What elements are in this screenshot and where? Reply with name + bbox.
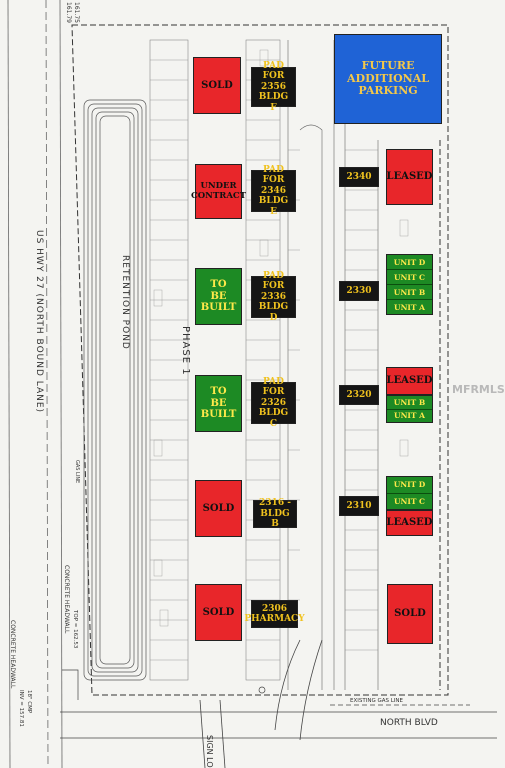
lot-leased-2310[interactable]: [386, 510, 433, 536]
lot-status-label: LEASED: [386, 517, 433, 529]
lot-status-label: LEASED: [386, 171, 433, 183]
building-number: 2310: [346, 500, 372, 511]
unit-b[interactable]: UNIT B: [387, 285, 432, 300]
cmp-label: 18" CMP: [26, 690, 32, 714]
unit-d[interactable]: UNIT D: [387, 477, 432, 494]
retention-pond-label: RETENTION POND: [120, 255, 130, 350]
building-2310[interactable]: [339, 496, 379, 516]
pad-2346-bldg-e[interactable]: [251, 165, 296, 217]
dimension-tick-marks: [154, 50, 408, 626]
lot-status-label: LEASED: [386, 375, 433, 387]
building-number: 2340: [346, 171, 372, 182]
future-parking-area[interactable]: [334, 34, 442, 124]
units-2320: [386, 395, 433, 423]
lot-to-be-built-1[interactable]: [195, 268, 242, 325]
parking-stall-lines-west: [150, 60, 280, 660]
lot-status-label: TO BE BUILT: [200, 386, 237, 421]
lot-status-label: SOLD: [394, 608, 426, 620]
concrete-headwall-label-1: CONCRETE HEADWALL: [63, 565, 70, 634]
lot-leased-2340[interactable]: [386, 149, 433, 205]
lot-status-label: SOLD: [201, 79, 233, 91]
north-blvd-label: NORTH BLVD: [380, 718, 438, 728]
unit-c[interactable]: UNIT C: [393, 496, 426, 506]
pad-label: PAD FOR 2336 BLDG D: [258, 271, 289, 323]
lot-status-label: TO BE BUILT: [200, 279, 237, 314]
gas-line-west-label: GAS LINE: [74, 460, 80, 484]
pad-label: 2306 PHARMACY: [244, 603, 305, 624]
mfrmls-watermark: MFRMLS: [452, 383, 505, 396]
entrance-drive: [60, 640, 497, 768]
lot-status-label: SOLD: [202, 606, 235, 618]
headwall-structure: [62, 670, 265, 700]
lot-sold-sw[interactable]: [195, 584, 242, 641]
lot-to-be-built-2[interactable]: [195, 375, 242, 432]
units-2330: [386, 254, 433, 315]
unit-c[interactable]: UNIT C: [387, 270, 432, 285]
pad-2356-bldg-f[interactable]: [251, 61, 296, 113]
lot-sold-nw[interactable]: [193, 57, 241, 114]
concrete-headwall-label-2: CONCRETE HEADWALL: [9, 620, 16, 689]
building-number: 2330: [346, 285, 372, 296]
lot-under-contract[interactable]: [191, 164, 247, 219]
lot-sold-w[interactable]: [195, 480, 242, 537]
sign-label: SIGN LO: [205, 735, 214, 768]
invert-elevation-label: INV = 157.81: [18, 690, 24, 727]
central-drive: [288, 40, 378, 690]
unit-a[interactable]: UNIT A: [394, 302, 425, 312]
lot-status-label: UNDER CONTRACT: [191, 180, 247, 201]
pharmacy-2306[interactable]: [244, 600, 305, 628]
unit-b[interactable]: UNIT B: [387, 396, 432, 410]
lot-status-label: SOLD: [202, 502, 235, 514]
lot-leased-2320[interactable]: [386, 367, 433, 395]
pad-label: PAD FOR 2356 BLDG F: [258, 61, 289, 113]
unit-a[interactable]: UNIT A: [394, 411, 425, 421]
pad-label: 2316 - BLDG B: [259, 498, 291, 530]
retention-pond-outline: [84, 100, 146, 680]
pad-label: PAD FOR 2326 BLDG C: [258, 377, 289, 429]
pad-2316-bldg-b[interactable]: [253, 500, 297, 528]
station-label-1: 161.79: [65, 2, 72, 23]
phase-label: PHASE 1: [180, 326, 191, 376]
building-2320[interactable]: [339, 385, 379, 405]
pad-2326-bldg-c[interactable]: [251, 377, 296, 429]
units-2310: [386, 476, 433, 510]
future-parking-label: FUTURE ADDITIONAL PARKING: [347, 59, 429, 98]
top-elevation-label: TOP = 162.53: [72, 610, 78, 649]
building-2340[interactable]: [339, 167, 379, 187]
station-label-2: 161.75: [73, 2, 80, 23]
highway-label: US HWY 27 (NORTH BOUND LANE): [34, 230, 44, 414]
building-2330[interactable]: [339, 281, 379, 301]
pad-2336-bldg-d[interactable]: [251, 271, 296, 323]
lot-sold-se[interactable]: [387, 584, 433, 644]
pad-label: PAD FOR 2346 BLDG E: [258, 165, 289, 217]
existing-gas-line-label: EXISTING GAS LINE: [350, 698, 404, 704]
building-number: 2320: [346, 389, 372, 400]
unit-d[interactable]: UNIT D: [387, 255, 432, 270]
